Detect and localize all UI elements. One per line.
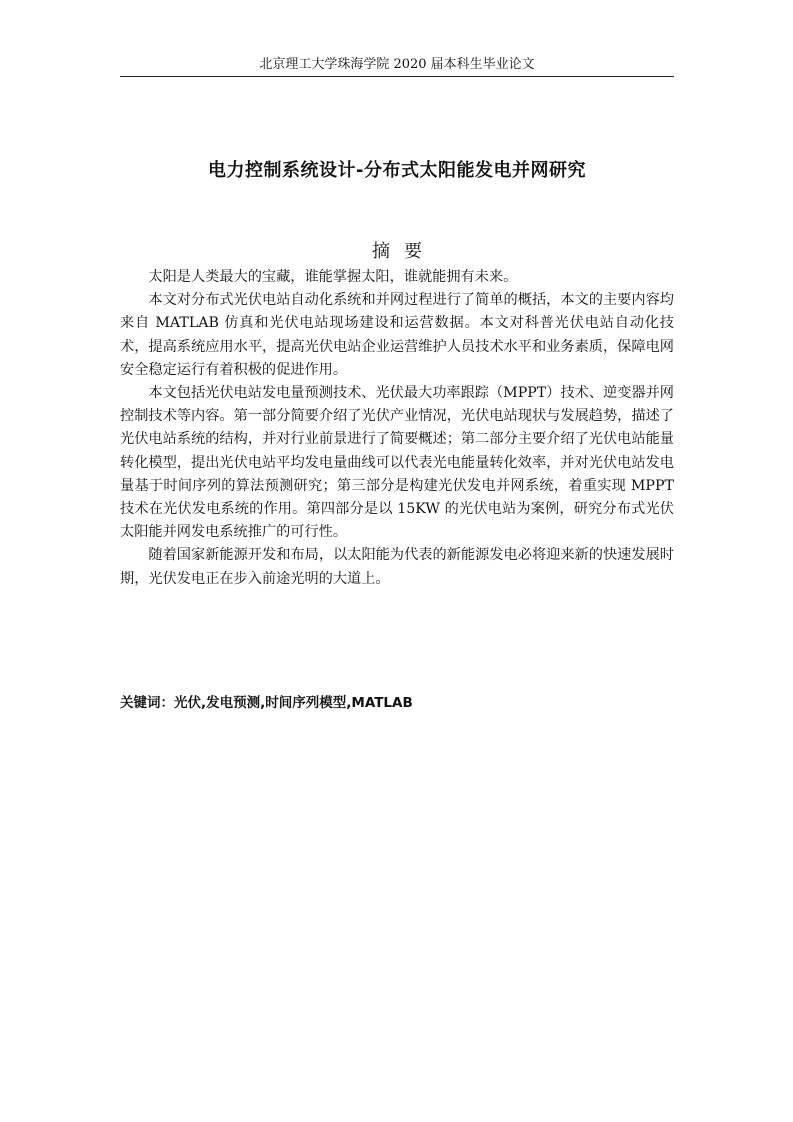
abstract-heading: 摘要 (372, 241, 436, 262)
abstract-paragraph: 太阳是人类最大的宝藏，谁能掌握太阳，谁就能拥有未来。 (148, 269, 518, 285)
keywords-line: 关键词：光伏,发电预测,时间序列模型,MATLAB (120, 695, 413, 711)
abstract-body (120, 266, 674, 591)
page-header: 北京理工大学珠海学院 2020 届本科生毕业论文 (259, 57, 535, 72)
document-title: 电力控制系统设计-分布式太阳能发电并网研究 (208, 160, 586, 181)
abstract-paragraph: 本文包括光伏电站发电量预测技术、光伏最大功率跟踪（MPPT）技术、逆变器并网控制技术等内容。第一部分简要介绍了光伏产业情况，光伏电站现状与发展趋势，描述了光伏电站系统的结构，并对行业前景进行了简要概述；第二部分主要介绍了光伏电站能量转化模型，提出光伏电站平均发电量曲线可以代表光电能量转化效率，并对光伏电站发电量基于时间序列的算法预测研究；第三部分是构建光伏发电并网系统，着重实现 MPPT 技术在光伏发电系统的作用。第四部分是以 15KW 的光伏电站为案例，研究分布式光伏太阳能并网发电系统推广的可行性。 (120, 385, 674, 541)
abstract-paragraph: 本文对分布式光伏电站自动化系统和并网过程进行了简单的概括，本文的主要内容均来自 MATLAB 仿真和光伏电站现场建设和运营数据。本文对科普光伏电站自动化技术，提高系统应用水平，提高光伏电站企业运营维护人员技术水平和业务素质，保障电网安全稳定运行有着积极的促进作用。 (120, 292, 674, 378)
header-divider (120, 76, 674, 77)
abstract-paragraph: 随着国家新能源开发和布局，以太阳能为代表的新能源发电必将迎来新的快速发展时期，光伏发电正在步入前途光明的大道上。 (120, 547, 674, 587)
